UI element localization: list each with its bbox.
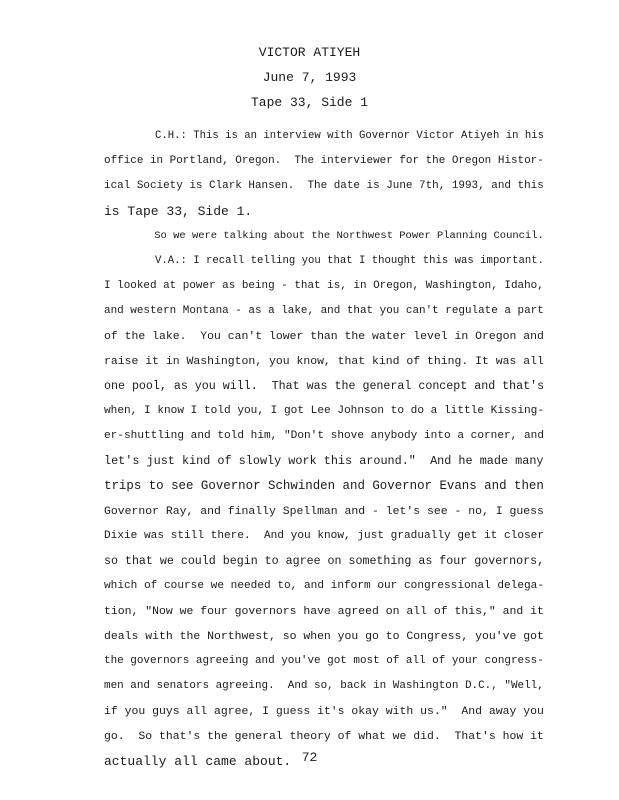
transcript-line: so that we could begin to agree on something as four governors, xyxy=(104,555,545,568)
transcript-line: tion, "Now we four governors have agreed on all of this," and it xyxy=(104,605,544,618)
transcript-line: which of course we needed to, and inform our congressional delega- xyxy=(104,580,545,592)
transcript-line: the governors agreeing and you've got most of all of your congress- xyxy=(104,655,544,667)
transcript-line: So we were talking about the Northwest Power Planning Council. xyxy=(104,230,544,242)
transcript-line: Dixie was still there. And you know, just gradually get it closer xyxy=(104,530,545,542)
transcript-line: I looked at power as being - that is, in Oregon, Washington, Idaho, xyxy=(104,280,544,292)
transcript-line: V.A.: I recall telling you that I thought this was important. xyxy=(104,255,544,267)
tape-label: Tape 33, Side 1 xyxy=(250,95,369,110)
transcript-line: one pool, as you will. That was the general concept and that's xyxy=(104,380,545,393)
transcript-line: is Tape 33, Side 1. xyxy=(104,204,253,219)
transcript-body xyxy=(104,124,544,774)
transcript-line: deals with the Northwest, so when you go to Congress, you've got xyxy=(104,630,544,643)
transcript-line: Governor Ray, and finally Spellman and - let's see - no, I guess xyxy=(104,505,544,518)
transcript-line: actually all came about. xyxy=(104,754,292,769)
interview-date: June 7, 1993 xyxy=(262,70,357,85)
transcript-line: when, I know I told you, I got Lee Johnson to do a little Kissing- xyxy=(104,405,545,417)
transcript-line: of the lake. You can't lower than the water level in Oregon and xyxy=(104,330,544,343)
page-number: 72 xyxy=(301,750,318,765)
transcript-line: ical Society is Clark Hansen. The date is June 7th, 1993, and this xyxy=(104,180,544,192)
interviewee-name: VICTOR ATIYEH xyxy=(258,45,361,60)
transcript-line: er-shuttling and told him, "Don't shove anybody into a corner, and xyxy=(104,430,545,442)
transcript-line: if you guys all agree, I guess it's okay with us." And away you xyxy=(104,705,544,718)
transcript-line: office in Portland, Oregon. The interviewer for the Oregon Histor- xyxy=(104,155,544,167)
transcript-line: go. So that's the general theory of what we did. That's how it xyxy=(104,730,544,743)
document-header xyxy=(0,40,619,115)
transcript-line: trips to see Governor Schwinden and Governor Evans and then xyxy=(104,479,544,493)
transcript-line: and western Montana - as a lake, and that you can't regulate a part xyxy=(104,305,544,317)
transcript-line: let's just kind of slowly work this around." And he made many xyxy=(104,454,544,468)
transcript-line: raise it in Washington, you know, that kind of thing. It was all xyxy=(104,355,544,368)
transcript-line: men and senators agreeing. And so, back in Washington D.C., "Well, xyxy=(104,680,544,692)
transcript-line: C.H.: This is an interview with Governor Victor Atiyeh in his xyxy=(104,130,544,142)
